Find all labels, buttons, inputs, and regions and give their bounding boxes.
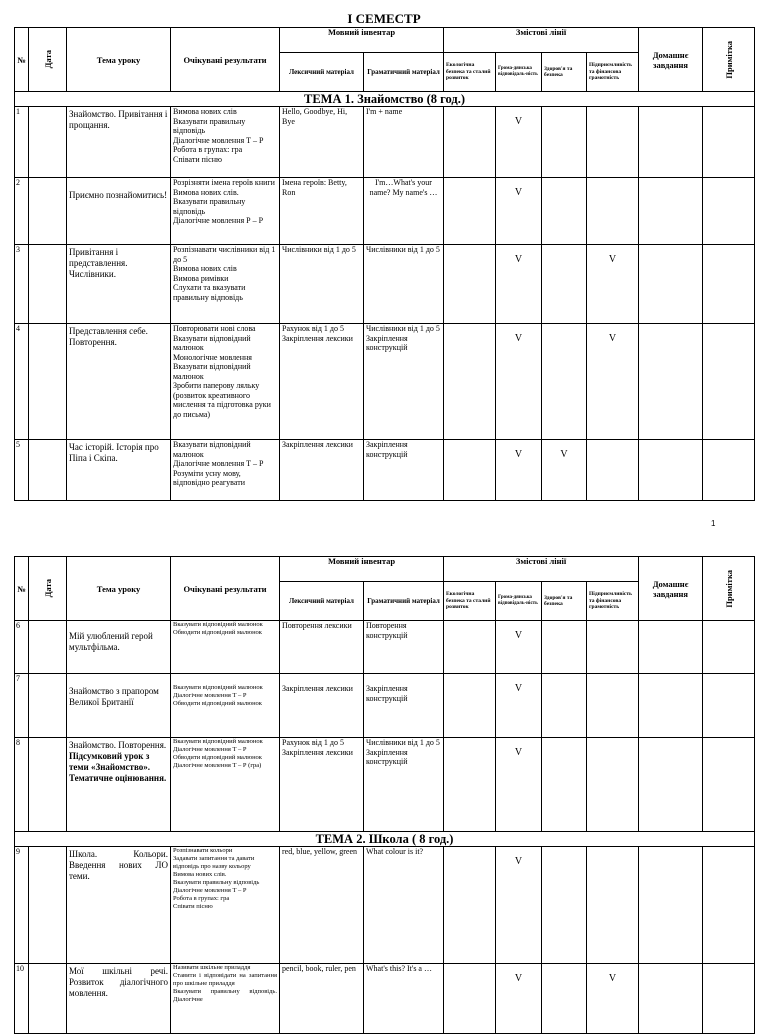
grammar-material: What's this? It's a …: [364, 964, 444, 1034]
expected-results: Розпізнавати кольори Задавати запитання та давати відповідь про назву кольору Вимова нових слів. Вказувати правильну відповідь Діалогічне мовлення Т – Р Робота в групах: гра Співати пісню: [171, 847, 280, 964]
row-number: 2: [15, 178, 29, 245]
health-check: [542, 621, 587, 674]
lesson-topic: Мої шкільні речі. Розвиток діалогічного мовлення.: [67, 964, 171, 1034]
health-header: Здоров'я та безпека: [542, 582, 587, 621]
table-row: [15, 324, 755, 440]
topic-title-2: ТЕМА 2. Школа ( 8 год.): [15, 832, 755, 847]
grammar-material: What colour is it?: [364, 847, 444, 964]
eco-header: Екологічна безпека та сталий розвиток: [444, 582, 496, 621]
eco-check: [444, 621, 496, 674]
grammar-material: Закріплення конструкцій: [364, 440, 444, 501]
health-check: [542, 738, 587, 832]
grammar-material: Повторення конструкцій: [364, 621, 444, 674]
note-cell: [703, 107, 755, 178]
lexical-material: Закріплення лексики: [280, 440, 364, 501]
civic-check: V: [496, 245, 542, 324]
civic-header: Грома-дянська відповідаль-ність: [496, 582, 542, 621]
date-header: Дата: [29, 28, 67, 92]
content-lines-header: Змістові лінії: [444, 28, 639, 53]
lexical-material: Числівники від 1 до 5: [280, 245, 364, 324]
entre-check: [587, 674, 639, 738]
note-cell: [703, 621, 755, 674]
lesson-topic: Знайомство. Повторення. Підсумковий урок з теми «Знайомство». Тематичне оцінювання.: [67, 738, 171, 832]
table-row: [15, 738, 755, 832]
homework-cell: [639, 107, 703, 178]
grammar-material: Закріплення конструкцій: [364, 674, 444, 738]
entre-check: [587, 178, 639, 245]
table-row: [15, 674, 755, 738]
note-cell: [703, 245, 755, 324]
homework-cell: [639, 738, 703, 832]
lexical-material: Закріплення лексики: [280, 674, 364, 738]
grammar-material: I'm + name: [364, 107, 444, 178]
lesson-topic: Знайомство з прапором Великої Британії: [67, 674, 171, 738]
row-number: 7: [15, 674, 29, 738]
grammar-header: Граматичний матеріал: [364, 53, 444, 92]
date-cell: [29, 738, 67, 832]
lexical-material: pencil, book, ruler, pen: [280, 964, 364, 1034]
lexical-material: red, blue, yellow, green: [280, 847, 364, 964]
note-header: Примітка: [703, 28, 755, 92]
date-cell: [29, 178, 67, 245]
civic-header: Грома-дянська відповідаль-ність: [496, 53, 542, 92]
eco-check: [444, 847, 496, 964]
expected-results: Розпізнавати числівники від 1 до 5 Вимова нових слів Вимова римівки Слухати та вказувати правильну відповідь: [171, 245, 280, 324]
civic-check: V: [496, 621, 542, 674]
lexical-header: Лексичний матеріал: [280, 582, 364, 621]
civic-check: V: [496, 107, 542, 178]
civic-check: V: [496, 324, 542, 440]
entre-header: Підприємливість та фінансова грамотність: [587, 53, 639, 92]
homework-cell: [639, 440, 703, 501]
lesson-topic: Час історій. Історія про Піпа і Скіпа.: [67, 440, 171, 501]
lesson-topic: Школа. Кольори. Введення нових ЛО теми.: [67, 847, 171, 964]
lesson-topic: Привітання і представлення. Числівники.: [67, 245, 171, 324]
semester-title: І СЕМЕСТР: [347, 11, 421, 26]
homework-cell: [639, 178, 703, 245]
civic-check: V: [496, 847, 542, 964]
civic-check: V: [496, 738, 542, 832]
lesson-topic: Приємно познайомитись!: [67, 178, 171, 245]
grammar-header: Граматичний матеріал: [364, 582, 444, 621]
date-cell: [29, 964, 67, 1034]
date-cell: [29, 621, 67, 674]
civic-check: V: [496, 178, 542, 245]
eco-check: [444, 440, 496, 501]
topic-header: Тема уроку: [67, 557, 171, 621]
row-number: 9: [15, 847, 29, 964]
homework-cell: [639, 324, 703, 440]
table-row: [15, 245, 755, 324]
expected-results: Розрізняти імена героїв книги Вимова нових слів. Вказувати правильну відповідь Діалогічне мовлення Р – Р: [171, 178, 280, 245]
entre-check: V: [587, 324, 639, 440]
health-header: Здоров'я та безпека: [542, 53, 587, 92]
date-cell: [29, 324, 67, 440]
homework-header: Домашнє завдання: [639, 28, 703, 92]
note-cell: [703, 847, 755, 964]
homework-cell: [639, 621, 703, 674]
num-header: №: [15, 557, 29, 621]
row-number: 6: [15, 621, 29, 674]
note-cell: [703, 324, 755, 440]
entre-check: [587, 621, 639, 674]
health-check: [542, 324, 587, 440]
homework-cell: [639, 674, 703, 738]
homework-cell: [639, 245, 703, 324]
grammar-material: Числівники від 1 до 5 Закріплення конструкцій: [364, 324, 444, 440]
health-check: V: [542, 440, 587, 501]
topic-header: Тема уроку: [67, 28, 171, 92]
table-row: [15, 621, 755, 674]
health-check: [542, 674, 587, 738]
lexical-material: Повторення лексики: [280, 621, 364, 674]
civic-check: V: [496, 674, 542, 738]
eco-header: Екологічна безпека та сталий розвиток: [444, 53, 496, 92]
civic-check: V: [496, 964, 542, 1034]
grammar-material: Числівники від 1 до 5 Закріплення конструкцій: [364, 738, 444, 832]
lexical-header: Лексичний матеріал: [280, 53, 364, 92]
entre-check: [587, 738, 639, 832]
row-number: 10: [15, 964, 29, 1034]
note-header: Примітка: [703, 557, 755, 621]
note-cell: [703, 964, 755, 1034]
entre-header: Підприємливість та фінансова грамотність: [587, 582, 639, 621]
civic-check: V: [496, 440, 542, 501]
table-row: [15, 964, 755, 1034]
lexical-material: Рахунок від 1 до 5 Закріплення лексики: [280, 324, 364, 440]
lexical-material: Імена героїв: Betty, Ron: [280, 178, 364, 245]
health-check: [542, 964, 587, 1034]
language-inventory-header: Мовний інвентар: [280, 28, 444, 53]
table-row: [15, 107, 755, 178]
topic-title-1: ТЕМА 1. Знайомство (8 год.): [15, 92, 755, 107]
eco-check: [444, 324, 496, 440]
date-cell: [29, 847, 67, 964]
date-cell: [29, 107, 67, 178]
note-cell: [703, 440, 755, 501]
results-header: Очікувані результати: [171, 557, 280, 621]
lexical-material: Hello, Goodbye, Hi, Bye: [280, 107, 364, 178]
table-row: [15, 440, 755, 501]
lesson-topic: Знайомство. Привітання і прощання.: [67, 107, 171, 178]
expected-results: Повторювати нові слова Вказувати відповідний малюнок Монологічне мовлення Вказувати відповідний малюнок Зробити паперову ляльку (розвиток креативного мислення та підготовка руки до письма): [171, 324, 280, 440]
homework-header: Домашнє завдання: [639, 557, 703, 621]
eco-check: [444, 107, 496, 178]
row-number: 8: [15, 738, 29, 832]
health-check: [542, 245, 587, 324]
note-cell: [703, 738, 755, 832]
table-row: [15, 178, 755, 245]
content-lines-header: Змістові лінії: [444, 557, 639, 582]
date-cell: [29, 440, 67, 501]
eco-check: [444, 674, 496, 738]
health-check: [542, 847, 587, 964]
note-cell: [703, 178, 755, 245]
eco-check: [444, 178, 496, 245]
lesson-plan-table-page2: [14, 556, 755, 1034]
row-number: 4: [15, 324, 29, 440]
homework-cell: [639, 847, 703, 964]
note-cell: [703, 674, 755, 738]
expected-results: Вказувати відповідний малюнок Діалогічне мовлення Т – Р Обводити відповідний малюнок Діалогічне мовлення Т – Р (гра): [171, 738, 280, 832]
lesson-topic: Представлення себе. Повторення.: [67, 324, 171, 440]
page-number: 1: [711, 519, 716, 528]
entre-check: [587, 107, 639, 178]
results-header: Очікувані результати: [171, 28, 280, 92]
expected-results: Вказувати відповідний малюнок Діалогічне мовлення Т – Р Обводити відповідний малюнок: [171, 674, 280, 738]
lesson-plan-table-page1: [14, 27, 755, 501]
eco-check: [444, 738, 496, 832]
health-check: [542, 178, 587, 245]
expected-results: Вимова нових слів Вказувати правильну відповідь Діалогічне мовлення Т – Р Робота в групах: гра Співати пісню: [171, 107, 280, 178]
eco-check: [444, 245, 496, 324]
expected-results: Вказувати відповідний малюнок Діалогічне мовлення Т – Р Розуміти усну мову, відповідно реагувати: [171, 440, 280, 501]
expected-results: Називати шкільне приладдя Ставити і відповідати на запитання про шкільне приладдя Вказувати правильну відповідь. Діалогічне: [171, 964, 280, 1034]
lexical-material: Рахунок від 1 до 5 Закріплення лексики: [280, 738, 364, 832]
eco-check: [444, 964, 496, 1034]
table-row: [15, 847, 755, 964]
num-header: №: [15, 28, 29, 92]
entre-check: V: [587, 245, 639, 324]
language-inventory-header: Мовний інвентар: [280, 557, 444, 582]
row-number: 1: [15, 107, 29, 178]
grammar-material: Числівники від 1 до 5: [364, 245, 444, 324]
lesson-topic: Мій улюблений герой мультфільма.: [67, 621, 171, 674]
entre-check: [587, 440, 639, 501]
entre-check: V: [587, 964, 639, 1034]
row-number: 5: [15, 440, 29, 501]
homework-cell: [639, 964, 703, 1034]
entre-check: [587, 847, 639, 964]
date-cell: [29, 245, 67, 324]
date-header: Дата: [29, 557, 67, 621]
date-cell: [29, 674, 67, 738]
expected-results: Вказувати відповідний малюнок Обводити відповідний малюнок: [171, 621, 280, 674]
health-check: [542, 107, 587, 178]
row-number: 3: [15, 245, 29, 324]
grammar-material: I'm…What's your name? My name's …: [364, 178, 444, 245]
